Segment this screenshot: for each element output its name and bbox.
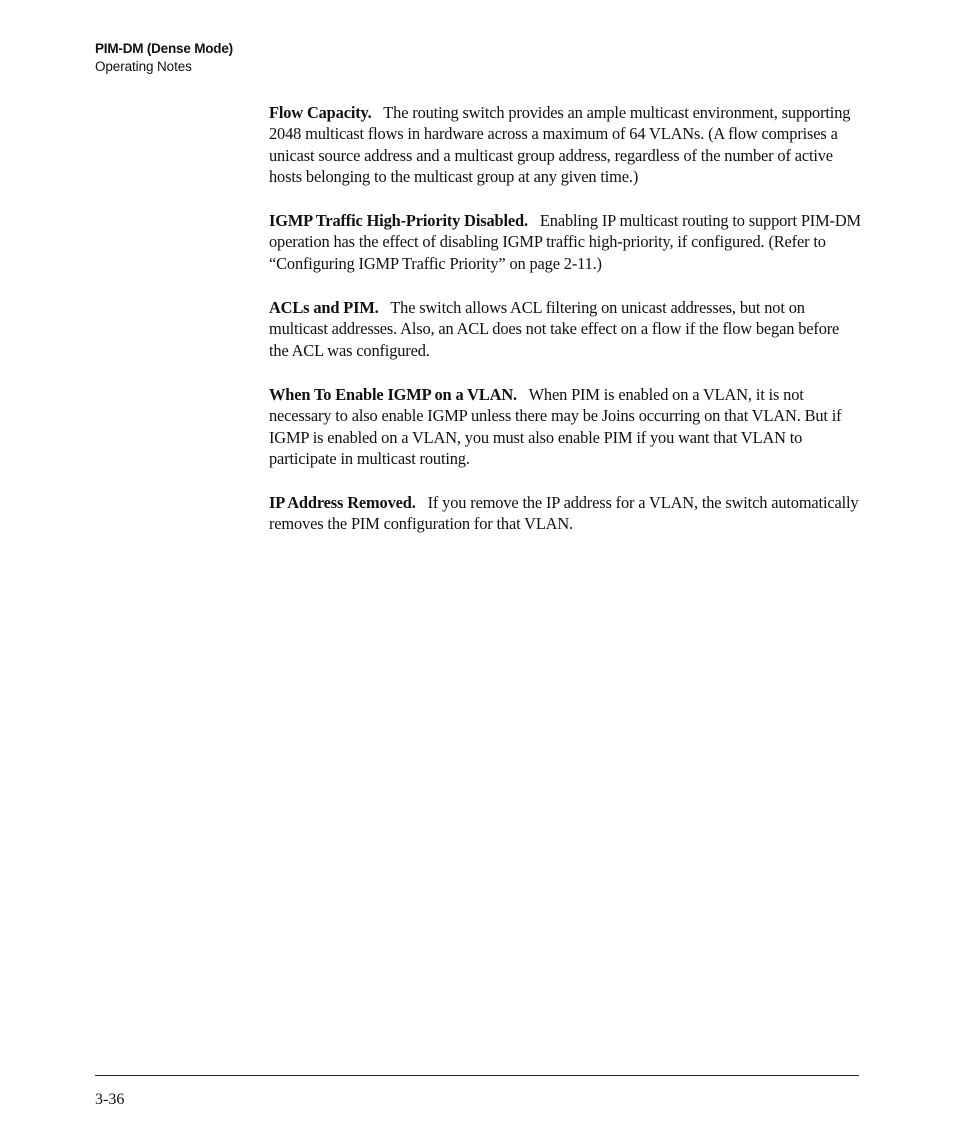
paragraph-heading: ACLs and PIM. <box>269 298 379 318</box>
paragraph-heading: IP Address Removed. <box>269 493 416 513</box>
section-title: Operating Notes <box>95 59 192 74</box>
footer-divider <box>95 1075 859 1076</box>
paragraph-text: Enabling IP multicast routing to support PIM-DM operation has the effect of disabling IGMP traffic high-priority, if configured. (Refer to “Configuring IGMP Traffic Priority” on page 2-11.) <box>269 211 861 273</box>
chapter-title: PIM-DM (Dense Mode) <box>95 41 233 56</box>
paragraph-flow-capacity <box>269 102 861 187</box>
paragraph-text: When PIM is enabled on a VLAN, it is not necessary to also enable IGMP unless there may be Joins occurring on that VLAN. But if IGMP is enabled on a VLAN, you must also enable PIM if you want that VLAN to participate in multicast routing. <box>269 384 842 468</box>
paragraph-text: The switch allows ACL filtering on unicast addresses, but not on multicast addresses. Also, an ACL does not take effect on a flow if the flow began before the ACL was configured. <box>269 298 840 360</box>
paragraph-heading: Flow Capacity. <box>269 103 372 122</box>
running-header <box>95 40 233 76</box>
paragraph-ip-address-removed <box>269 492 861 535</box>
body-text <box>269 102 861 558</box>
paragraph-igmp-traffic-priority <box>269 210 861 274</box>
page-number: 3-36 <box>95 1091 125 1108</box>
paragraph-heading: IGMP Traffic High-Priority Disabled. <box>269 211 528 231</box>
paragraph-text: If you remove the IP address for a VLAN, the switch automatically removes the PIM configuration for that VLAN. <box>269 493 859 534</box>
paragraph-acls-and-pim <box>269 297 861 361</box>
paragraph-text: The routing switch provides an ample multicast environment, supporting 2048 multicast flows in hardware across a maximum of 64 VLANs. (A flow comprises a unicast source address and a multicast group address, regardless of the number of active hosts belonging to the multicast group at any given time.) <box>269 103 851 186</box>
paragraph-heading: When To Enable IGMP on a VLAN. <box>269 384 517 404</box>
paragraph-enable-igmp-on-vlan <box>269 384 861 469</box>
